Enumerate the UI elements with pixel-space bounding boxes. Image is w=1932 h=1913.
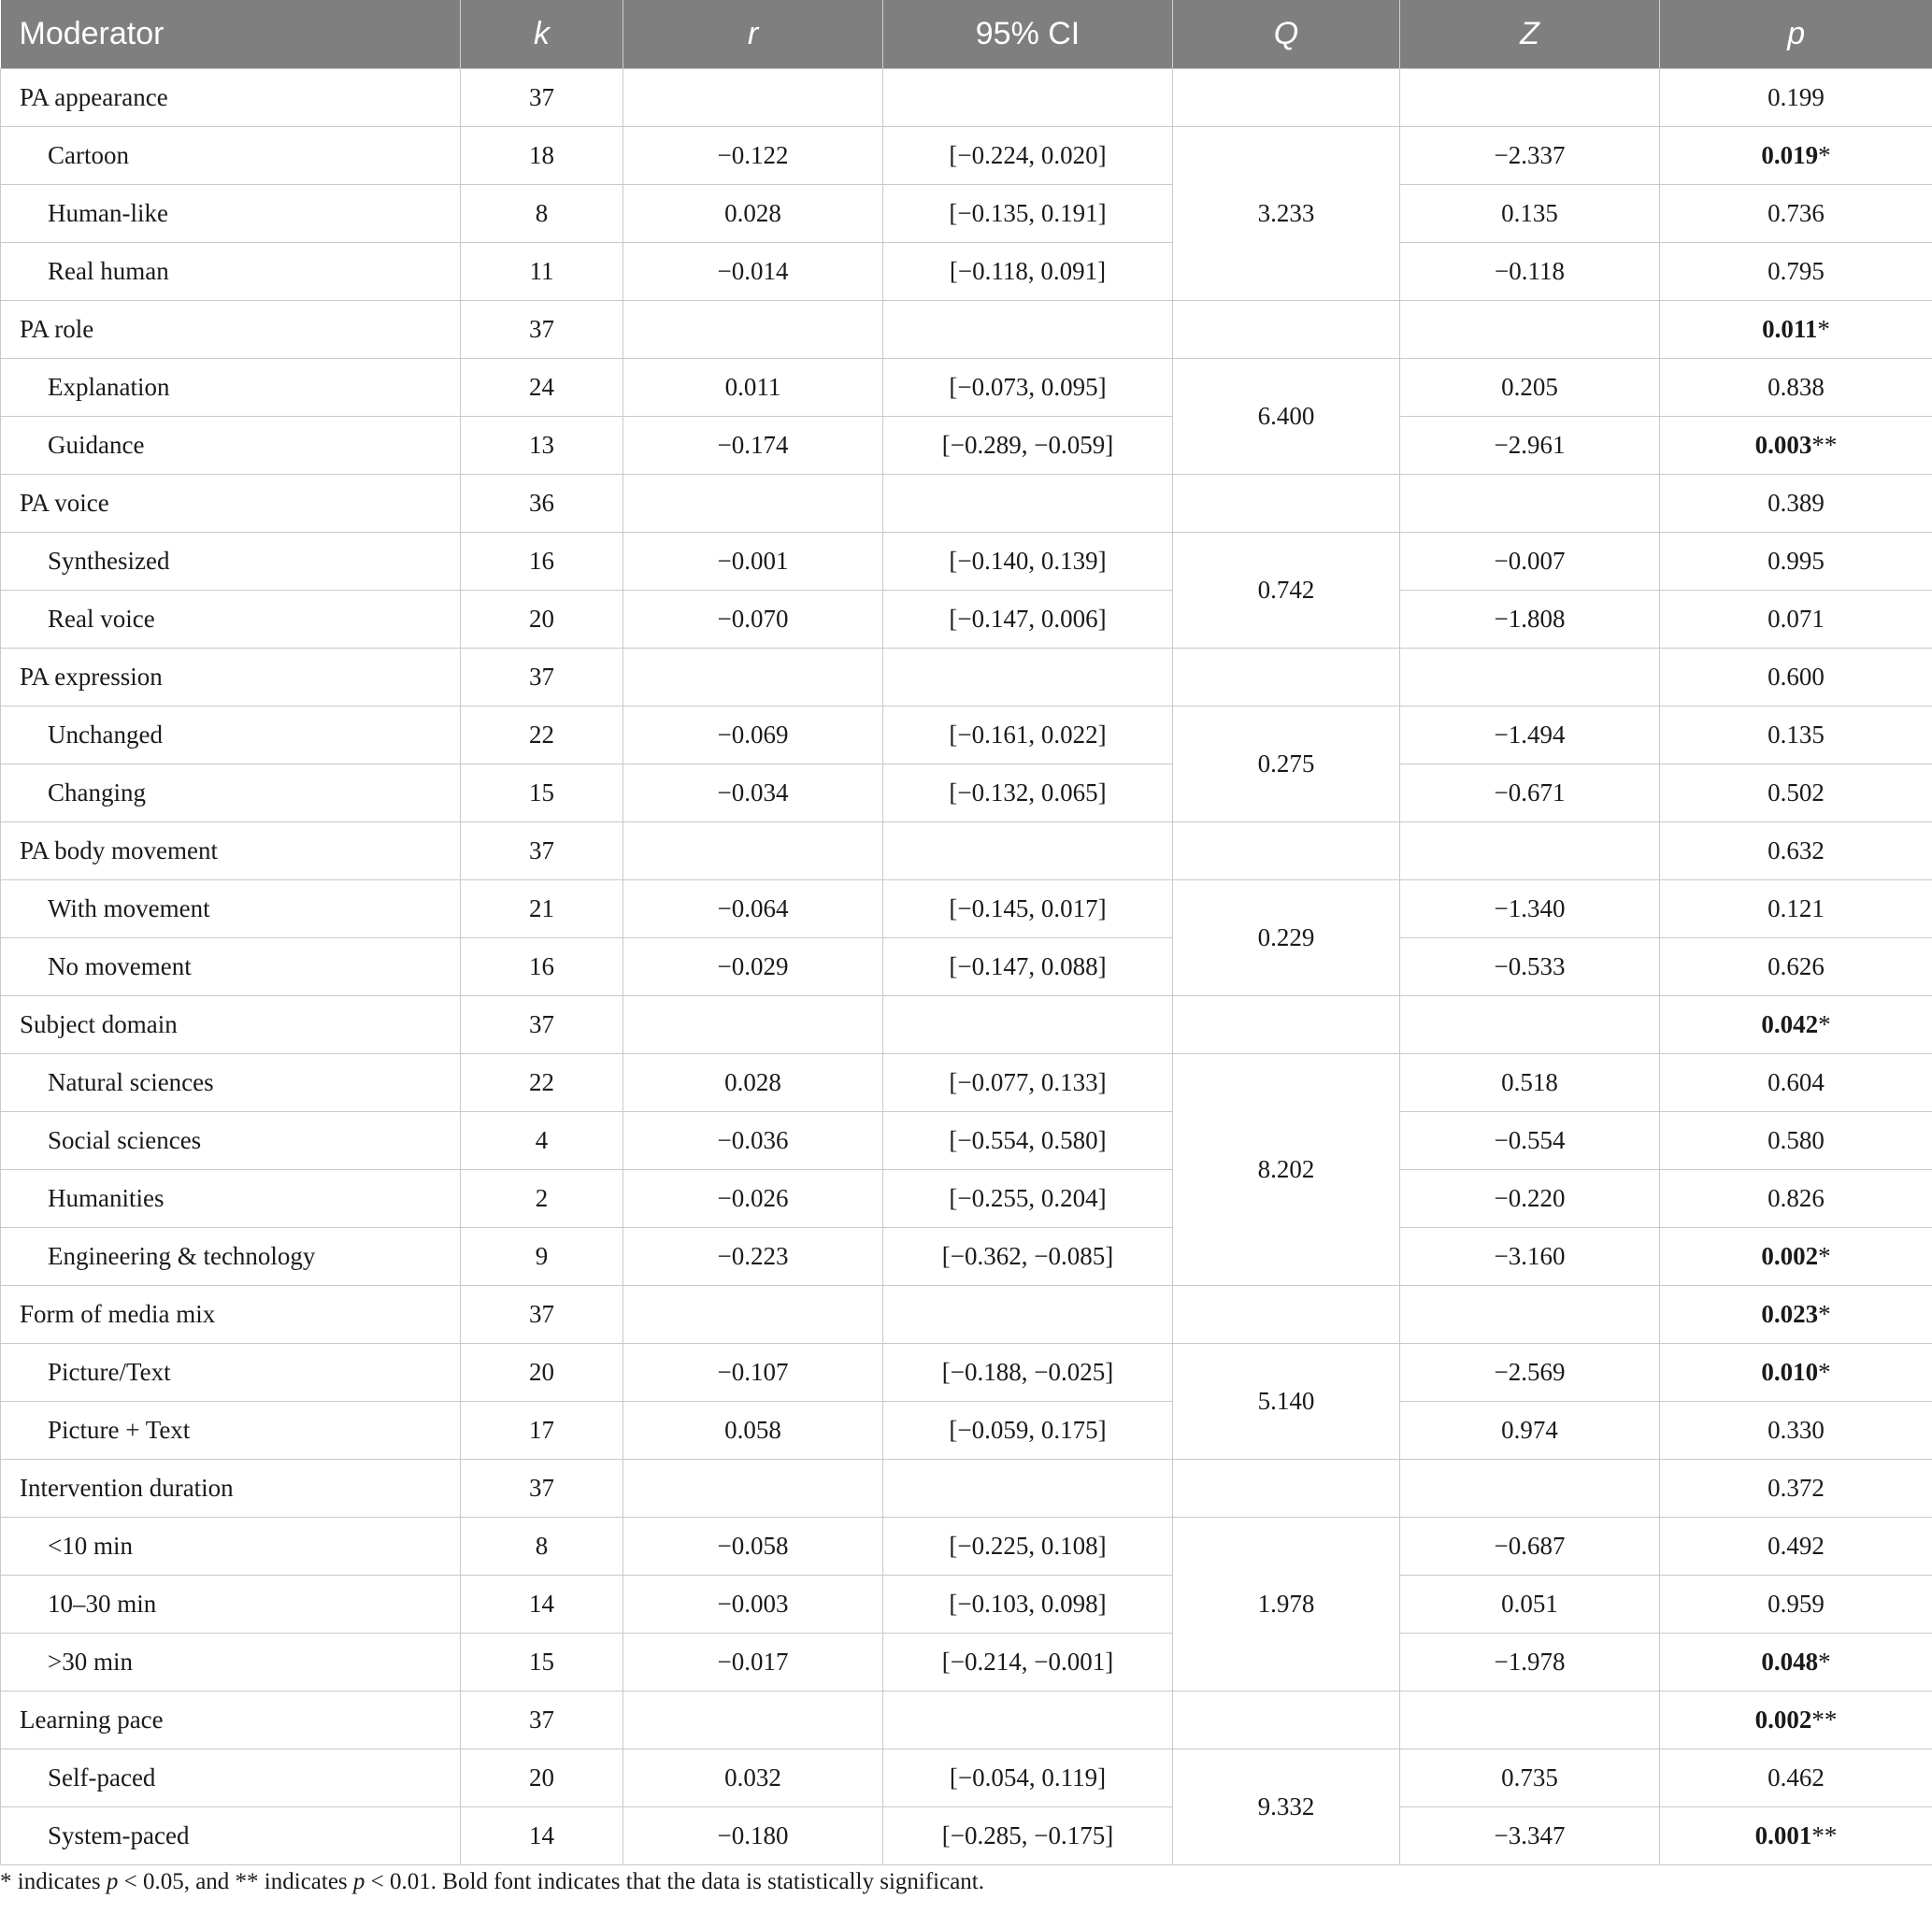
p-cell [1660,764,1932,822]
p-cell [1660,1807,1932,1865]
q-value: 0.742 [1173,533,1400,649]
ci-value: [−0.145, 0.017] [883,880,1173,938]
header-p: p [1660,0,1932,69]
z-value-empty [1400,475,1660,533]
q-value-empty [1173,301,1400,359]
p-cell [1660,996,1932,1054]
p-value: 0.389 [1767,489,1825,517]
ci-value-empty [883,822,1173,880]
r-value: −0.064 [623,880,883,938]
q-value: 6.400 [1173,359,1400,475]
significance-stars: * [1818,1358,1831,1386]
z-value: 0.974 [1400,1402,1660,1460]
q-value: 1.978 [1173,1518,1400,1692]
p-cell [1660,1634,1932,1692]
p-cell [1660,1112,1932,1170]
z-value: 0.518 [1400,1054,1660,1112]
r-value: −0.069 [623,707,883,764]
p-value: 0.019 [1761,141,1819,169]
header-q: Q [1173,0,1400,69]
p-cell [1660,475,1932,533]
significance-stars: ** [1811,431,1838,459]
p-cell [1660,127,1932,185]
z-value: −1.808 [1400,591,1660,649]
k-value: 37 [461,822,623,880]
p-value: 0.632 [1767,836,1825,864]
p-cell [1660,69,1932,127]
subgroup-row [1,880,1932,938]
k-value: 16 [461,938,623,996]
header-moderator: Moderator [1,0,461,69]
p-value: 0.003 [1754,431,1812,459]
p-cell [1660,1170,1932,1228]
r-value: −0.107 [623,1344,883,1402]
subgroup-name: Engineering & technology [1,1228,461,1286]
p-cell [1660,591,1932,649]
k-value: 13 [461,417,623,475]
subgroup-name: Guidance [1,417,461,475]
r-value: −0.180 [623,1807,883,1865]
subgroup-row [1,1112,1932,1170]
header-k: k [461,0,623,69]
k-value: 22 [461,707,623,764]
r-value-empty [623,822,883,880]
ci-value: [−0.059, 0.175] [883,1402,1173,1460]
p-value: 0.626 [1767,952,1825,980]
r-value: −0.058 [623,1518,883,1576]
r-value: 0.011 [623,359,883,417]
r-value: −0.174 [623,417,883,475]
table-header [1,0,1932,69]
moderator-name: PA expression [1,649,461,707]
ci-value-empty [883,301,1173,359]
r-value: −0.029 [623,938,883,996]
significance-stars: * [1818,1300,1831,1328]
k-value: 8 [461,185,623,243]
p-value: 0.736 [1767,199,1825,227]
subgroup-name: System-paced [1,1807,461,1865]
subgroup-row [1,417,1932,475]
k-value: 4 [461,1112,623,1170]
p-cell [1660,880,1932,938]
z-value-empty [1400,69,1660,127]
subgroup-name: <10 min [1,1518,461,1576]
z-value: −1.340 [1400,880,1660,938]
r-value-empty [623,475,883,533]
ci-value: [−0.161, 0.022] [883,707,1173,764]
subgroup-row [1,1228,1932,1286]
subgroup-row [1,1344,1932,1402]
subgroup-row [1,1634,1932,1692]
q-value: 0.275 [1173,707,1400,822]
k-value: 17 [461,1402,623,1460]
table-footnote [0,1869,984,1895]
subgroup-row [1,359,1932,417]
k-value: 36 [461,475,623,533]
moderator-name: PA role [1,301,461,359]
subgroup-name: Social sciences [1,1112,461,1170]
p-value: 0.600 [1767,663,1825,691]
subgroup-name: Picture + Text [1,1402,461,1460]
q-value: 8.202 [1173,1054,1400,1286]
p-cell [1660,301,1932,359]
r-value: −0.001 [623,533,883,591]
p-cell [1660,1344,1932,1402]
z-value: 0.051 [1400,1576,1660,1634]
p-value: 0.795 [1767,257,1825,285]
significance-stars: * [1817,315,1830,343]
k-value: 37 [461,1692,623,1749]
subgroup-row [1,591,1932,649]
p-value: 0.995 [1767,547,1825,575]
moderator-row [1,69,1932,127]
ci-value: [−0.073, 0.095] [883,359,1173,417]
p-value: 0.838 [1767,373,1825,401]
moderator-name: PA body movement [1,822,461,880]
moderator-row [1,475,1932,533]
subgroup-name: Unchanged [1,707,461,764]
r-value: 0.032 [623,1749,883,1807]
significance-stars: * [1818,141,1831,169]
p-value: 0.462 [1767,1763,1825,1792]
r-value: −0.036 [623,1112,883,1170]
p-value: 0.042 [1761,1010,1819,1038]
p-value: 0.199 [1767,83,1825,111]
significance-stars: * [1818,1648,1831,1676]
k-value: 37 [461,301,623,359]
z-value-empty [1400,1460,1660,1518]
r-value: −0.070 [623,591,883,649]
p-value: 0.048 [1761,1648,1819,1676]
p-cell [1660,533,1932,591]
p-value: 0.071 [1767,605,1825,633]
r-value-empty [623,301,883,359]
z-value: −2.961 [1400,417,1660,475]
r-value-empty [623,69,883,127]
ci-value: [−0.285, −0.175] [883,1807,1173,1865]
z-value: −0.007 [1400,533,1660,591]
footnote-text-1: * indicates [0,1869,107,1894]
p-cell [1660,707,1932,764]
z-value-empty [1400,649,1660,707]
moderator-name: PA voice [1,475,461,533]
r-value-empty [623,996,883,1054]
k-value: 37 [461,1286,623,1344]
r-value: 0.028 [623,185,883,243]
moderator-row [1,1286,1932,1344]
ci-value: [−0.077, 0.133] [883,1054,1173,1112]
q-value-empty [1173,996,1400,1054]
z-value: 0.735 [1400,1749,1660,1807]
q-value: 3.233 [1173,127,1400,301]
significance-stars: ** [1811,1706,1838,1734]
q-value-empty [1173,649,1400,707]
q-value-empty [1173,1692,1400,1749]
p-cell [1660,185,1932,243]
p-value: 0.023 [1761,1300,1819,1328]
r-value-empty [623,1286,883,1344]
q-value-empty [1173,1460,1400,1518]
k-value: 20 [461,1749,623,1807]
ci-value: [−0.103, 0.098] [883,1576,1173,1634]
k-value: 11 [461,243,623,301]
r-value: −0.017 [623,1634,883,1692]
p-value: 0.502 [1767,778,1825,807]
ci-value: [−0.255, 0.204] [883,1170,1173,1228]
ci-value: [−0.224, 0.020] [883,127,1173,185]
significance-stars: * [1818,1242,1831,1270]
subgroup-name: Cartoon [1,127,461,185]
z-value-empty [1400,1286,1660,1344]
moderator-row [1,1460,1932,1518]
k-value: 15 [461,764,623,822]
k-value: 37 [461,69,623,127]
r-value: −0.122 [623,127,883,185]
k-value: 14 [461,1807,623,1865]
k-value: 15 [461,1634,623,1692]
subgroup-row [1,1054,1932,1112]
z-value: −1.494 [1400,707,1660,764]
ci-value: [−0.118, 0.091] [883,243,1173,301]
p-cell [1660,649,1932,707]
significance-stars: ** [1811,1821,1838,1849]
r-value: −0.026 [623,1170,883,1228]
subgroup-row [1,707,1932,764]
subgroup-name: Self-paced [1,1749,461,1807]
p-cell [1660,822,1932,880]
subgroup-name: With movement [1,880,461,938]
r-value: −0.003 [623,1576,883,1634]
ci-value: [−0.135, 0.191] [883,185,1173,243]
ci-value: [−0.362, −0.085] [883,1228,1173,1286]
p-cell [1660,1518,1932,1576]
subgroup-name: No movement [1,938,461,996]
moderator-name: Intervention duration [1,1460,461,1518]
p-cell [1660,1054,1932,1112]
k-value: 16 [461,533,623,591]
ci-value: [−0.214, −0.001] [883,1634,1173,1692]
ci-value-empty [883,649,1173,707]
z-value-empty [1400,996,1660,1054]
z-value-empty [1400,1692,1660,1749]
subgroup-name: Real voice [1,591,461,649]
z-value-empty [1400,822,1660,880]
k-value: 9 [461,1228,623,1286]
subgroup-name: 10–30 min [1,1576,461,1634]
header-r: r [623,0,883,69]
subgroup-name: Synthesized [1,533,461,591]
z-value: −0.533 [1400,938,1660,996]
footnote-text-2: < 0.05, and ** indicates [118,1869,353,1894]
k-value: 18 [461,127,623,185]
z-value: −0.118 [1400,243,1660,301]
p-value: 0.010 [1761,1358,1819,1386]
p-cell [1660,1228,1932,1286]
z-value: −0.554 [1400,1112,1660,1170]
z-value: −3.160 [1400,1228,1660,1286]
subgroup-row [1,1576,1932,1634]
p-cell [1660,1692,1932,1749]
ci-value-empty [883,996,1173,1054]
p-cell [1660,1286,1932,1344]
p-value: 0.121 [1767,894,1825,922]
q-value: 5.140 [1173,1344,1400,1460]
p-cell [1660,1402,1932,1460]
moderator-row [1,996,1932,1054]
subgroup-name: Natural sciences [1,1054,461,1112]
z-value: 0.135 [1400,185,1660,243]
k-value: 14 [461,1576,623,1634]
z-value: −0.671 [1400,764,1660,822]
ci-value-empty [883,1692,1173,1749]
moderator-name: Learning pace [1,1692,461,1749]
q-value: 0.229 [1173,880,1400,996]
subgroup-row [1,1170,1932,1228]
moderator-row [1,301,1932,359]
p-value: 0.330 [1767,1416,1825,1444]
k-value: 21 [461,880,623,938]
r-value: 0.028 [623,1054,883,1112]
subgroup-row [1,1402,1932,1460]
ci-value: [−0.188, −0.025] [883,1344,1173,1402]
k-value: 2 [461,1170,623,1228]
subgroup-row [1,533,1932,591]
subgroup-name: Humanities [1,1170,461,1228]
p-cell [1660,359,1932,417]
moderator-name: Subject domain [1,996,461,1054]
subgroup-name: Picture/Text [1,1344,461,1402]
q-value-empty [1173,69,1400,127]
subgroup-row [1,1807,1932,1865]
k-value: 20 [461,591,623,649]
ci-value-empty [883,1286,1173,1344]
q-value-empty [1173,1286,1400,1344]
r-value-empty [623,1692,883,1749]
p-value: 0.580 [1767,1126,1825,1154]
q-value: 9.332 [1173,1749,1400,1865]
p-value: 0.001 [1754,1821,1812,1849]
footnote-text-3: < 0.01. Bold font indicates that the data is statistically significant. [365,1869,985,1894]
p-value: 0.959 [1767,1590,1825,1618]
p-value: 0.002 [1761,1242,1819,1270]
ci-value: [−0.225, 0.108] [883,1518,1173,1576]
r-value: −0.223 [623,1228,883,1286]
ci-value: [−0.554, 0.580] [883,1112,1173,1170]
p-value: 0.372 [1767,1474,1825,1502]
moderator-name: Form of media mix [1,1286,461,1344]
q-value-empty [1173,475,1400,533]
k-value: 37 [461,649,623,707]
header-ci: 95% CI [883,0,1173,69]
header-row [1,0,1932,69]
r-value-empty [623,1460,883,1518]
p-cell [1660,417,1932,475]
p-cell [1660,938,1932,996]
header-z: Z [1400,0,1660,69]
subgroup-name: >30 min [1,1634,461,1692]
ci-value-empty [883,1460,1173,1518]
moderator-row [1,1692,1932,1749]
ci-value: [−0.147, 0.006] [883,591,1173,649]
z-value: −3.347 [1400,1807,1660,1865]
ci-value: [−0.132, 0.065] [883,764,1173,822]
subgroup-row [1,127,1932,185]
moderator-row [1,822,1932,880]
subgroup-name: Real human [1,243,461,301]
z-value: −2.337 [1400,127,1660,185]
subgroup-row [1,1518,1932,1576]
moderator-row [1,649,1932,707]
p-value: 0.135 [1767,721,1825,749]
subgroup-row [1,185,1932,243]
z-value: −2.569 [1400,1344,1660,1402]
moderator-name: PA appearance [1,69,461,127]
subgroup-row [1,1749,1932,1807]
significance-stars: * [1818,1010,1831,1038]
r-value: 0.058 [623,1402,883,1460]
k-value: 37 [461,996,623,1054]
k-value: 22 [461,1054,623,1112]
k-value: 37 [461,1460,623,1518]
subgroup-name: Changing [1,764,461,822]
ci-value: [−0.147, 0.088] [883,938,1173,996]
k-value: 24 [461,359,623,417]
z-value: −0.220 [1400,1170,1660,1228]
subgroup-row [1,764,1932,822]
subgroup-name: Explanation [1,359,461,417]
subgroup-row [1,243,1932,301]
p-cell [1660,1749,1932,1807]
p-cell [1660,1460,1932,1518]
subgroup-name: Human-like [1,185,461,243]
p-cell [1660,1576,1932,1634]
p-value: 0.002 [1754,1706,1812,1734]
footnote-p-symbol-2: p [352,1869,365,1894]
z-value: −0.687 [1400,1518,1660,1576]
table-body [1,69,1932,1865]
ci-value-empty [883,69,1173,127]
z-value-empty [1400,301,1660,359]
ci-value: [−0.140, 0.139] [883,533,1173,591]
subgroup-row [1,938,1932,996]
p-value: 0.492 [1767,1532,1825,1560]
p-value: 0.826 [1767,1184,1825,1212]
k-value: 8 [461,1518,623,1576]
r-value-empty [623,649,883,707]
footnote-p-symbol-1: p [106,1869,119,1894]
p-value: 0.011 [1762,315,1818,343]
z-value: 0.205 [1400,359,1660,417]
ci-value: [−0.289, −0.059] [883,417,1173,475]
ci-value-empty [883,475,1173,533]
k-value: 20 [461,1344,623,1402]
r-value: −0.014 [623,243,883,301]
ci-value: [−0.054, 0.119] [883,1749,1173,1807]
z-value: −1.978 [1400,1634,1660,1692]
p-value: 0.604 [1767,1068,1825,1096]
p-cell [1660,243,1932,301]
q-value-empty [1173,822,1400,880]
r-value: −0.034 [623,764,883,822]
